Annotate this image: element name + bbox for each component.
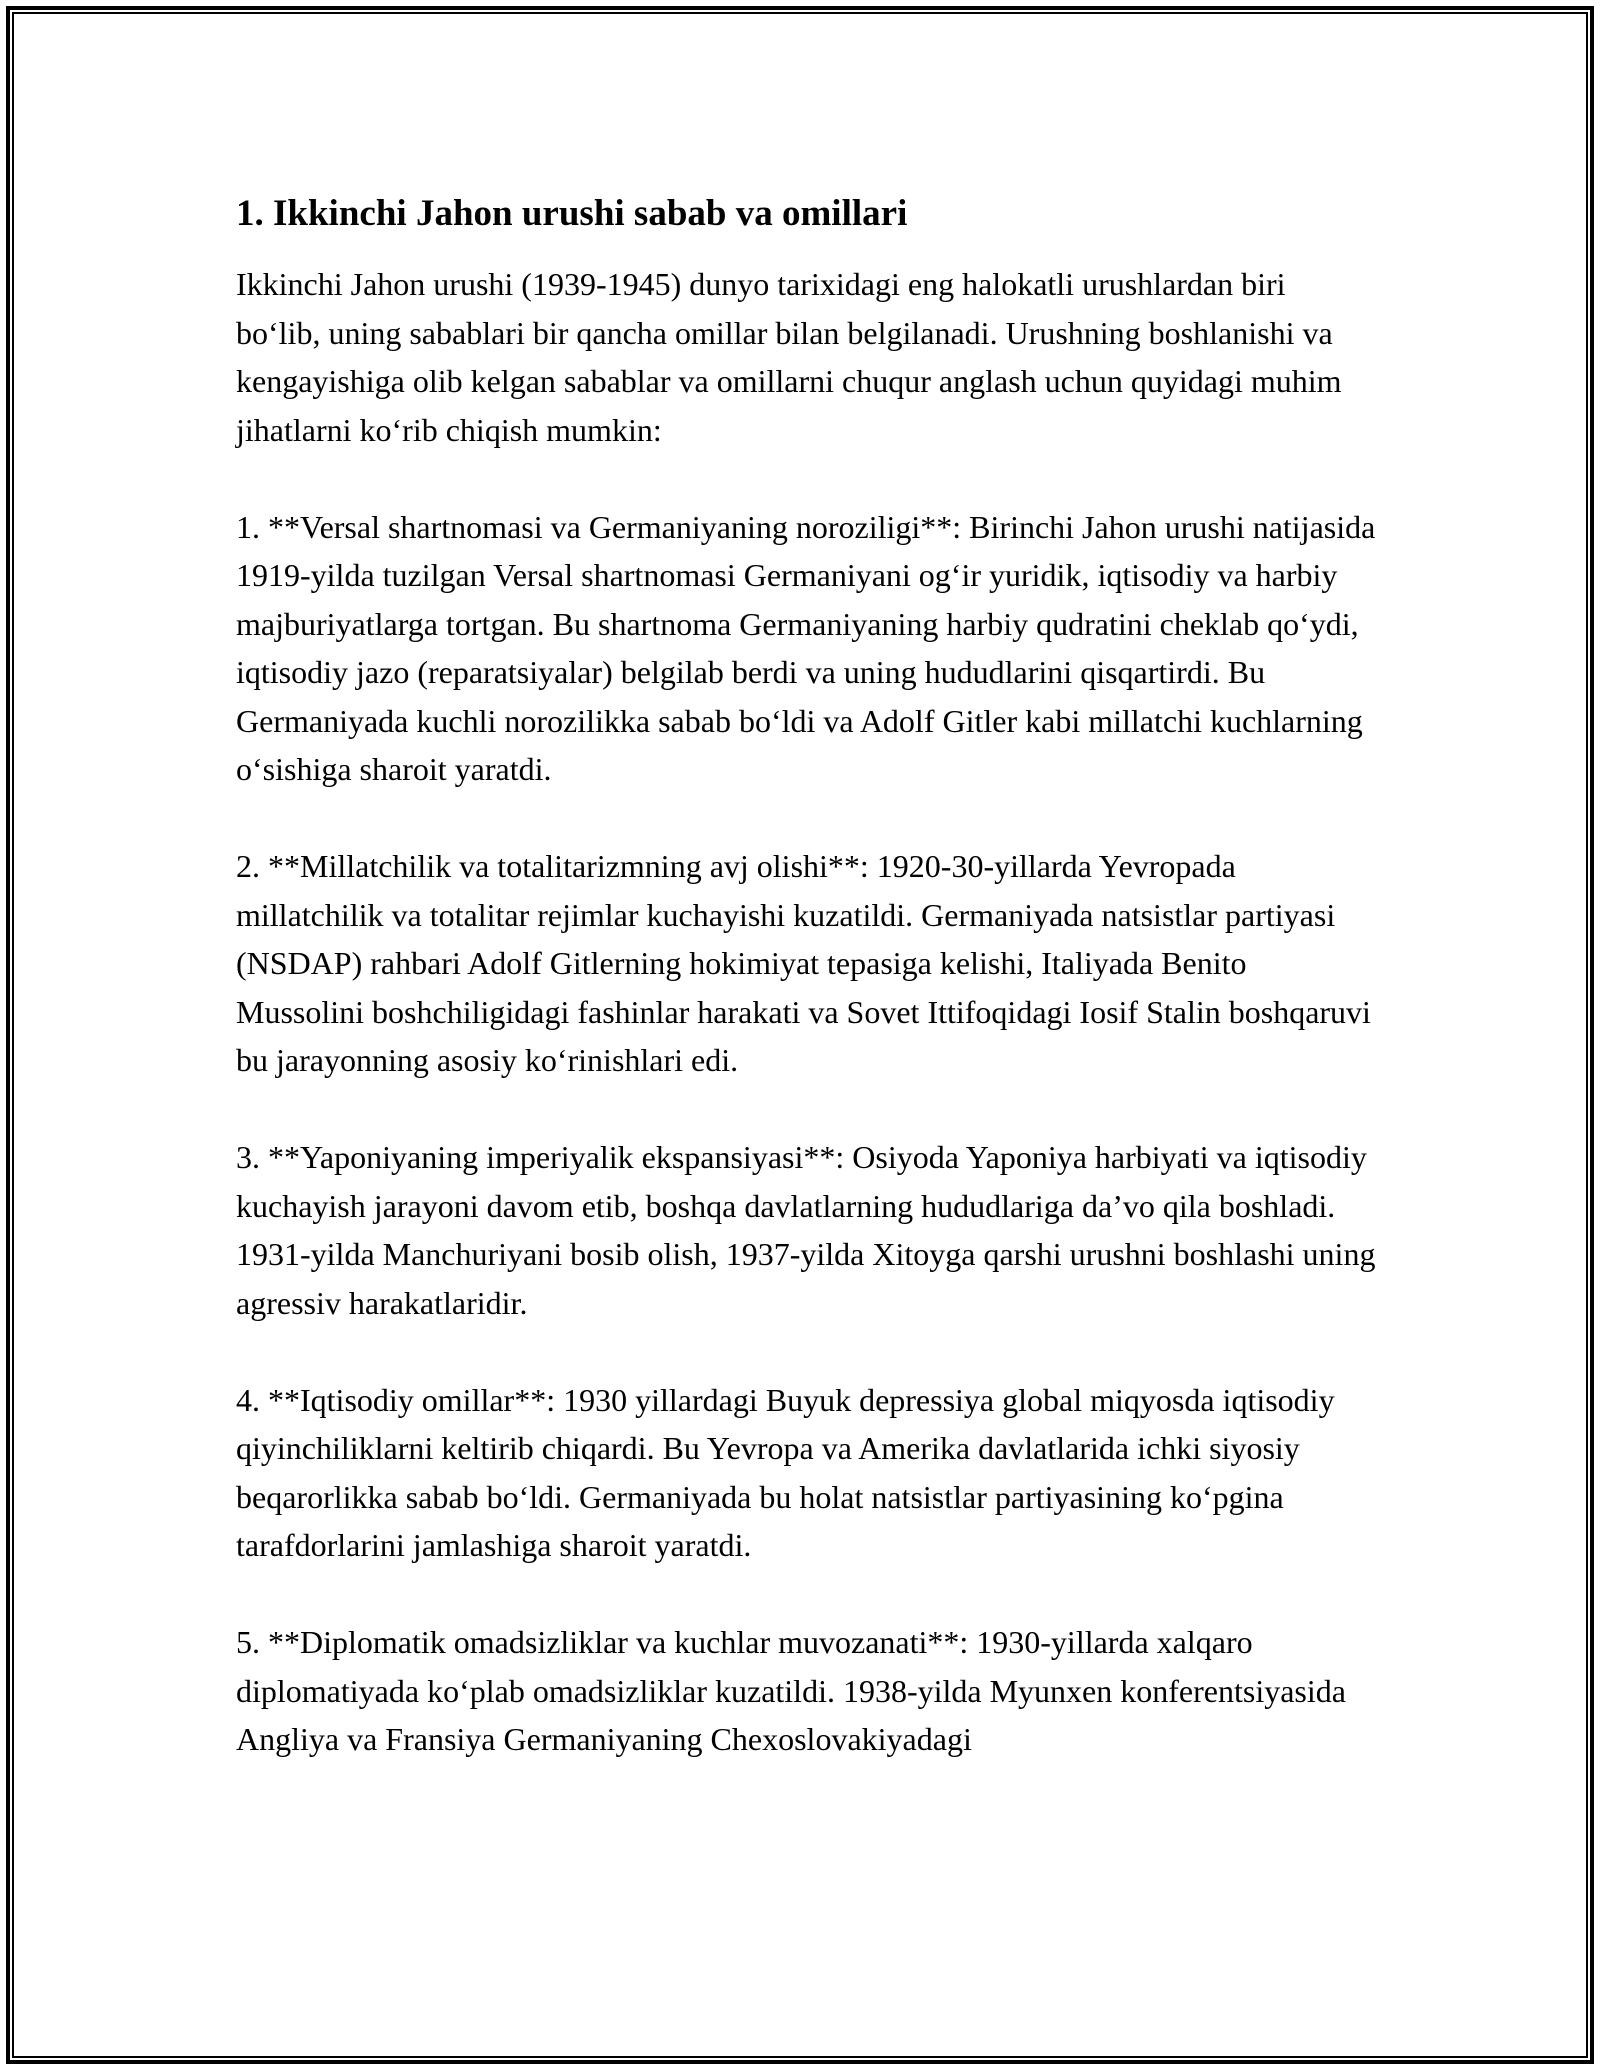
paragraph-intro: Ikkinchi Jahon urushi (1939-1945) dunyo tarixidagi eng halokatli urushlardan biri bo‘lib, uning sabablari bir qancha omillar bilan belgilanadi. Urushning boshlanishi va kengayishiga olib kelgan sabablar va omillarni chuqur anglash uchun quyidagi muhim jihatlarni ko‘rib chiqish mumkin: (236, 266, 1342, 448)
paragraph-diplomatic: 5. **Diplomatik omadsizliklar va kuchlar muvozanati**: 1930-yillarda xalqaro diplomatiyada ko‘plab omadsizliklar kuzatildi. 1938-yilda Myunxen konferentsiyasida Angliya va Fransiya Germaniyaning Chexoslovakiyadagi (236, 1624, 1346, 1757)
paragraph-nationalism: 2. **Millatchilik va totalitarizmning avj olishi**: 1920-30-yillarda Yevropada millatchilik va totalitar rejimlar kuchayishi kuzatildi. Germaniyada natsistlar partiyasi (NSDAP) rahbari Adolf Gitlerning hokimiyat tepasiga kelishi, Italiyada Benito Mussolini boshchiligidagi fashinlar harakati va Sovet Ittifoqidagi Iosif Stalin boshqaruvi bu jarayonning asosiy ko‘rinishlari edi. (236, 848, 1371, 1078)
paragraph-japan: 3. **Yaponiyaning imperiyalik ekspansiyasi**: Osiyoda Yaponiya harbiyati va iqtisodiy kuchayish jarayoni davom etib, boshqa davlatlarning hududlariga da’vo qila boshladi. 1931-yilda Manchuriyani bosib olish, 1937-yilda Xitoyga qarshi urushni boshlashi uning agressiv harakatlaridir. (236, 1139, 1376, 1321)
paragraph-economic: 4. **Iqtisodiy omillar**: 1930 yillardagi Buyuk depressiya global miqyosda iqtisodiy qiyinchiliklarni keltirib chiqardi. Bu Yevropa va Amerika davlatlarida ichki siyosiy beqarorlikka sabab bo‘ldi. Germaniyada bu holat natsistlar partiyasining ko‘pgina tarafdorlarini jamlashiga sharoit yaratdi. (236, 1381, 1335, 1563)
document-body (236, 188, 1376, 1812)
document-title: 1. Ikkinchi Jahon urushi sabab va omillari (236, 193, 908, 234)
paragraph-versal: 1. **Versal shartnomasi va Germaniyaning noroziligi**: Birinchi Jahon urushi natijasida 1919-yilda tuzilgan Versal shartnomasi Germaniyani og‘ir yuridik, iqtisodiy va harbiy majburiyatlarga tortgan. Bu shartnoma Germaniyaning harbiy qudratini cheklab qo‘ydi, iqtisodiy jazo (reparatsiyalar) belgilab berdi va uning hududlarini qisqartirdi. Bu Germaniyada kuchli norozilikka sabab bo‘ldi va Adolf Gitler kabi millatchi kuchlarning o‘sishiga sharoit yaratdi. (236, 508, 1376, 787)
